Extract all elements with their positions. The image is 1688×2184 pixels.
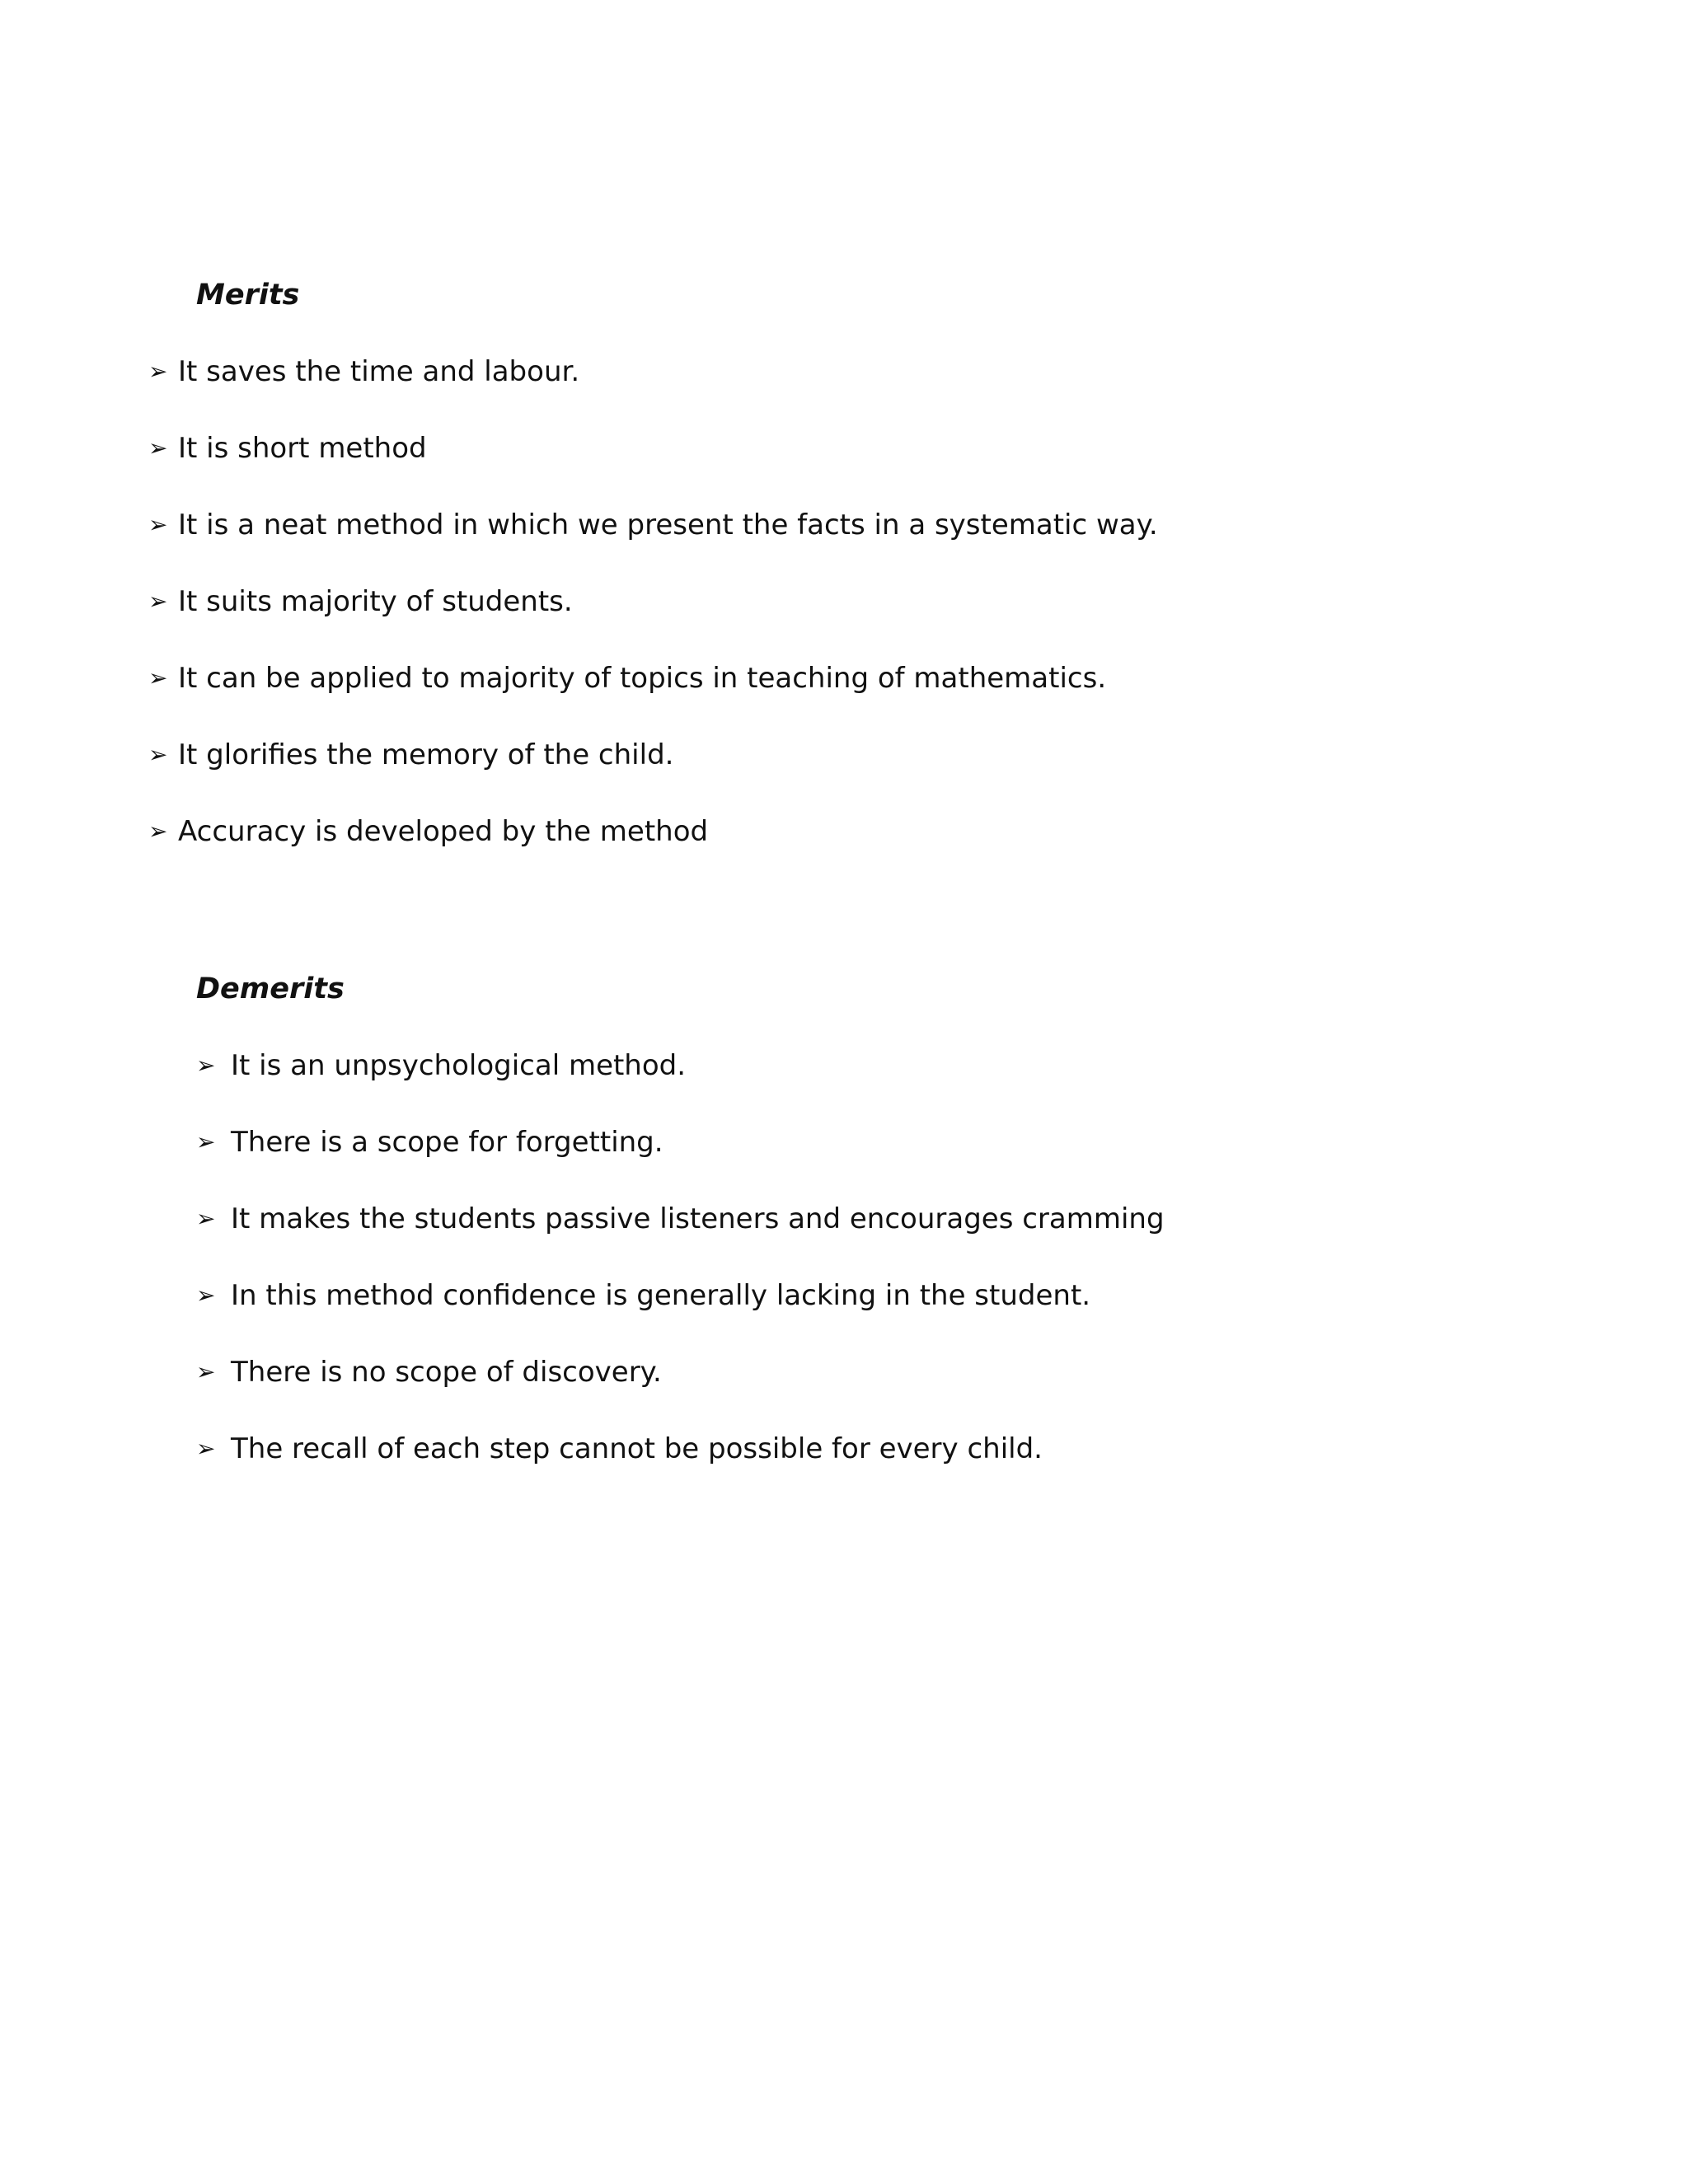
merits-heading: Merits [196, 279, 300, 312]
list-item [196, 1356, 662, 1389]
arrow-bullet-icon: ➢ [148, 358, 168, 385]
arrow-bullet-icon: ➢ [148, 511, 168, 538]
list-item-text: In this method confidence is generally lacking in the student. [231, 1279, 1091, 1312]
list-item-text: Accuracy is developed by the method [178, 815, 709, 848]
list-item-text: It saves the time and labour. [178, 355, 580, 388]
arrow-bullet-icon: ➢ [148, 588, 168, 615]
list-item [148, 585, 573, 618]
list-item [196, 1279, 1090, 1312]
arrow-bullet-icon: ➢ [148, 664, 168, 691]
list-item [148, 662, 1106, 695]
arrow-bullet-icon: ➢ [196, 1435, 216, 1462]
arrow-bullet-icon: ➢ [148, 818, 168, 845]
demerits-heading: Demerits [196, 972, 345, 1005]
arrow-bullet-icon: ➢ [196, 1358, 216, 1385]
list-item [148, 738, 673, 771]
list-item [148, 432, 427, 465]
list-item [148, 355, 579, 388]
list-item-text: It makes the students passive listeners and encourages cramming [231, 1202, 1165, 1235]
list-item-text: It is an unpsychological method. [231, 1049, 687, 1082]
list-item [196, 1049, 686, 1082]
arrow-bullet-icon: ➢ [196, 1205, 216, 1232]
list-item [148, 815, 708, 848]
list-item [196, 1126, 663, 1159]
list-item-text: There is a scope for forgetting. [231, 1126, 663, 1159]
arrow-bullet-icon: ➢ [196, 1128, 216, 1155]
list-item [196, 1202, 1165, 1235]
arrow-bullet-icon: ➢ [148, 434, 168, 462]
arrow-bullet-icon: ➢ [196, 1052, 216, 1079]
list-item-text: The recall of each step cannot be possible for every child. [231, 1432, 1043, 1465]
arrow-bullet-icon: ➢ [148, 741, 168, 768]
list-item-text: It is a neat method in which we present the facts in a systematic way. [178, 509, 1158, 541]
arrow-bullet-icon: ➢ [196, 1282, 216, 1309]
list-item-text: There is no scope of discovery. [231, 1356, 662, 1389]
list-item [196, 1432, 1043, 1465]
list-item-text: It can be applied to majority of topics in teaching of mathematics. [178, 662, 1107, 695]
list-item-text: It glorifies the memory of the child. [178, 738, 674, 771]
list-item-text: It suits majority of students. [178, 585, 573, 618]
list-item-text: It is short method [178, 432, 427, 465]
list-item [148, 509, 1158, 541]
